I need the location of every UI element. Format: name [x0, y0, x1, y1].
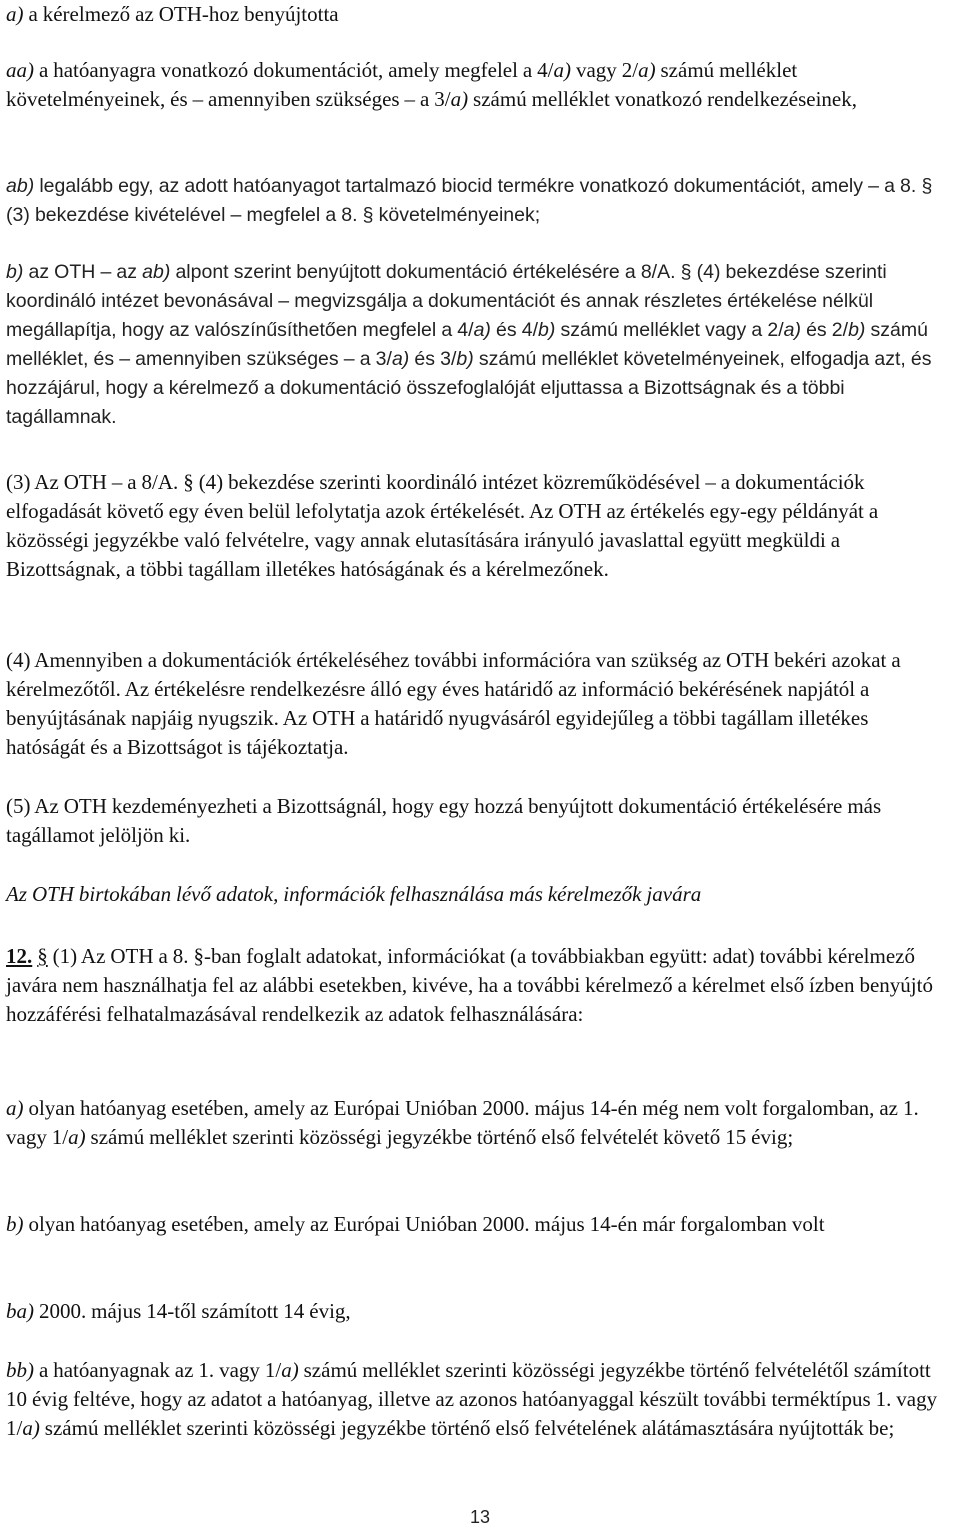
ref-b-b1: b) — [538, 319, 556, 341]
point-label-aa: aa) — [6, 58, 34, 82]
section-12-point-bb — [6, 1356, 951, 1443]
ref-12a-a: a) — [68, 1125, 86, 1149]
paragraph-aa-text-2: vagy 2/ — [571, 58, 639, 82]
section-12-sign: § — [37, 944, 48, 968]
ref-a-3: a) — [450, 87, 469, 111]
paragraph-5: (5) Az OTH kezdeményezheti a Bizottságnál, hogy egy hozzá benyújtott dokumentáció értékelésére más tagállamot jelöljön ki. — [6, 794, 882, 847]
paragraph-ab-text: legalább egy, az adott hatóanyagot tartalmazó biocid termékre vonatkozó dokumentációt, amely – a 8. § (3) bekezdése kivételével – megfelel a 8. § követelményeinek; — [6, 175, 933, 226]
ref-b-b2: b) — [848, 319, 866, 341]
paragraph-3: (3) Az OTH – a 8/A. § (4) bekezdése szerinti koordináló intézet közreműködésével – a dokumentációk elfogadását követő egy éven belül lefolytatja azok értékelését. Az OTH az értékelés egy-egy példányát a közösségi jegyzékbe való felvételre, vagy annak elutasítására irányuló javaslattal együtt megküldi a Bizottságnak, a többi tagállam illetékes hatóságának és a kérelmezőnek. — [6, 470, 879, 581]
section-12-point-a-text-2: számú melléklet szerinti közösségi jegyzékbe történő első felvételét követő 15 évig; — [85, 1125, 794, 1149]
section-12-point-a — [6, 1094, 951, 1152]
paragraph-aa-text-4: számú melléklet vonatkozó rendelkezéseinek, — [468, 87, 857, 111]
section-12-point-b — [6, 1210, 958, 1239]
section-12-point-b-text: olyan hatóanyag esetében, amely az Európai Unióban 2000. május 14-én már forgalomban volt — [23, 1212, 825, 1236]
point-label-ba: ba) — [6, 1299, 34, 1323]
paragraph-b — [6, 258, 958, 432]
page-number: 13 — [469, 1507, 491, 1527]
paragraph-b-text-7: és 3/ — [409, 348, 457, 370]
paragraph-b-text-6: számú melléklet, és – amennyiben szükséges – a 3/ — [6, 319, 928, 370]
section-12-number: 12. — [6, 944, 33, 968]
ref-bb-a1: a) — [281, 1358, 299, 1382]
paragraph-aa-text-3: számú melléklet követelményeinek, és – amennyiben szükséges – a 3/ — [6, 58, 798, 111]
paragraph-b-text-5: és 2/ — [800, 319, 849, 341]
paragraph-b-text-1: az OTH – az — [28, 261, 143, 283]
point-label-12a: a) — [6, 1096, 24, 1120]
section-heading: Az OTH birtokában lévő adatok, információk felhasználása más kérelmezők javára — [6, 882, 702, 906]
point-label-ab: ab) — [6, 175, 35, 197]
paragraph-b-text-8: számú melléklet követelményeinek, elfogadja azt, és hozzájárul, hogy a kérelmező a dokumentáció összefoglalóját eljuttassa a Bizottságnak és a többi tagállamnak. — [6, 348, 932, 428]
point-label-b: b) — [6, 261, 24, 283]
section-12-point-ba-text: 2000. május 14-től számított 14 évig, — [34, 1299, 351, 1323]
ref-ab: ab) — [142, 261, 171, 283]
section-12-point-ba — [6, 1297, 958, 1326]
point-label-a: a) — [6, 2, 24, 26]
paragraph-4: (4) Amennyiben a dokumentációk értékeléséhez további információra van szükség az OTH bekéri azokat a kérelmezőtől. Az értékelésre rendelkezésre álló egy éves határidő az információ bekérésének napjától a benyújtásának napjáig nyugszik. Az OTH a határidő nyugvásáról egyidejűleg a többi tagállam illetékes hatóságát és a Bizottságot is tájékoztatja. — [6, 648, 901, 759]
paragraph-aa — [6, 56, 951, 114]
paragraph-a-lead-text: a kérelmező az OTH-hoz benyújtotta — [28, 2, 339, 26]
ref-bb-a2: a) — [22, 1416, 40, 1440]
section-12-point-a-text-1: olyan hatóanyag esetében, amely az Európai Unióban 2000. május 14-én még nem volt forgalomban, az 1. vagy 1/ — [6, 1096, 919, 1149]
paragraph-b-text-4: számú melléklet vagy a 2/ — [555, 319, 784, 341]
ref-b-a1: a) — [473, 319, 491, 341]
paragraph-b-text-3: és 4/ — [490, 319, 539, 341]
ref-a-2: a) — [638, 58, 656, 82]
section-12-point-bb-text-1: a hatóanyagnak az 1. vagy 1/ — [34, 1358, 282, 1382]
point-label-12b: b) — [6, 1212, 24, 1236]
ref-b-a3: a) — [391, 348, 410, 370]
paragraph-ab — [6, 172, 958, 230]
ref-b-b3: b) — [456, 348, 474, 370]
point-label-bb: bb) — [6, 1358, 34, 1382]
ref-b-a2: a) — [783, 319, 801, 341]
paragraph-a-lead — [6, 0, 958, 29]
section-12 — [6, 942, 958, 1029]
ref-a-1: a) — [553, 58, 571, 82]
paragraph-b-text-2: alpont szerint benyújtott dokumentáció értékelésére a 8/A. § (4) bekezdése szerinti koordináló intézet bevonásával – megvizsgálja a dokumentációt és annak részletes értékelése nélkül megállapítja, hogy az valószínűsíthetően megfelel a 4/ — [6, 261, 887, 341]
section-12-point-bb-text-3: számú melléklet szerinti közösségi jegyzékbe történő első felvételének alátámasztására nyújtották be; — [39, 1416, 895, 1440]
paragraph-aa-text-1: a hatóanyagra vonatkozó dokumentációt, amely megfelel a 4/ — [38, 58, 554, 82]
section-12-point-bb-text-2: számú melléklet szerinti közösségi jegyzékbe történő felvételétől számított 10 évig feltéve, hogy az adatot a hatóanyag, illetve az azonos hatóanyaggal készült további terméktípus 1. vagy 1/ — [6, 1358, 938, 1440]
section-12-text: (1) Az OTH a 8. §-ban foglalt adatokat, információkat (a továbbiakban együtt: adat) további kérelmező javára nem használhatja fel az alábbi esetekben, kivéve, ha a további kérelmező a kérelmet első ízben benyújtó hozzáférési felhatalmazásával rendelkezik az adatok felhasználására: — [6, 944, 933, 1026]
